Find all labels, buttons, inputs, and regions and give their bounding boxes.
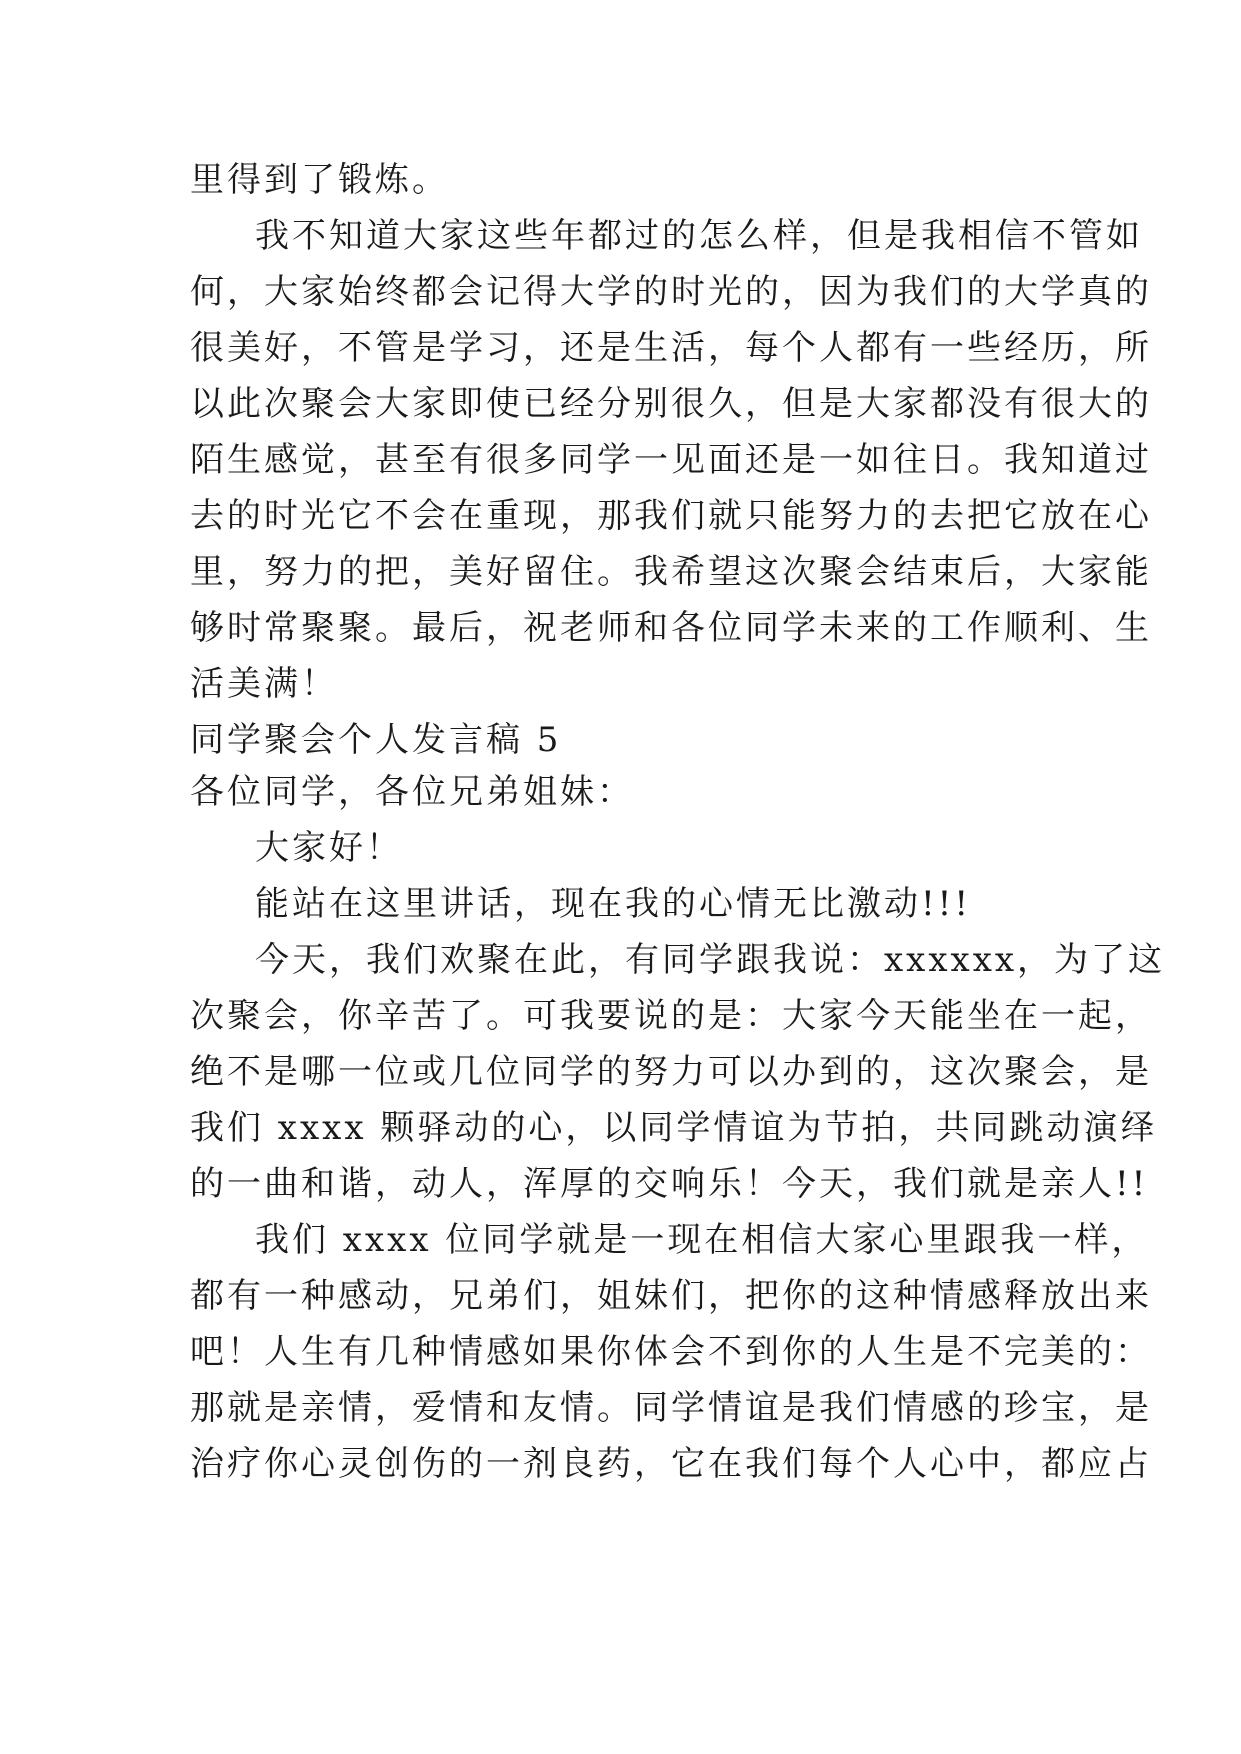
- section-title: 同学聚会个人发言稿 5: [190, 720, 562, 760]
- text-line: 陌生感觉，甚至有很多同学一见面还是一如往日。我知道过: [190, 440, 1152, 480]
- text-line: 的一曲和谐，动人，浑厚的交响乐！今天，我们就是亲人!!: [190, 1164, 1149, 1204]
- text-line: 都有一种感动，兄弟们，姐妹们，把你的这种情感释放出来: [190, 1276, 1152, 1316]
- text-line: 以此次聚会大家即使已经分别很久，但是大家都没有很大的: [190, 384, 1152, 424]
- salutation: 各位同学，各位兄弟姐妹：: [190, 772, 634, 812]
- text-line: 今天，我们欢聚在此，有同学跟我说：xxxxxx，为了这: [255, 940, 1166, 980]
- text-line: 能站在这里讲话，现在我的心情无比激动!!!: [255, 884, 971, 924]
- text-line: 去的时光它不会在重现，那我们就只能努力的去把它放在心: [190, 496, 1152, 536]
- text-line: 我不知道大家这些年都过的怎么样，但是我相信不管如: [255, 216, 1143, 256]
- text-line: 活美满！: [190, 664, 338, 704]
- text-line: 何，大家始终都会记得大学的时光的，因为我们的大学真的: [190, 272, 1152, 312]
- text-line: 够时常聚聚。最后，祝老师和各位同学未来的工作顺利、生: [190, 608, 1152, 648]
- text-line: 里，努力的把，美好留住。我希望这次聚会结束后，大家能: [190, 552, 1152, 592]
- text-line: 我们 xxxx 颗驿动的心，以同学情谊为节拍，共同跳动演绎: [190, 1108, 1158, 1148]
- greeting: 大家好！: [255, 828, 403, 868]
- text-line: 吧！人生有几种情感如果你体会不到你的人生是不完美的：: [190, 1332, 1152, 1372]
- text-line: 很美好，不管是学习，还是生活，每个人都有一些经历，所: [190, 328, 1152, 368]
- text-line: 里得到了锻炼。: [190, 160, 449, 200]
- text-line: 次聚会，你辛苦了。可我要说的是：大家今天能坐在一起，: [190, 996, 1152, 1036]
- text-line: 那就是亲情，爱情和友情。同学情谊是我们情感的珍宝，是: [190, 1388, 1152, 1428]
- text-line: 绝不是哪一位或几位同学的努力可以办到的，这次聚会，是: [190, 1052, 1152, 1092]
- text-line: 我们 xxxx 位同学就是一现在相信大家心里跟我一样，: [255, 1220, 1149, 1260]
- text-line: 治疗你心灵创伤的一剂良药，它在我们每个人心中，都应占: [190, 1444, 1152, 1484]
